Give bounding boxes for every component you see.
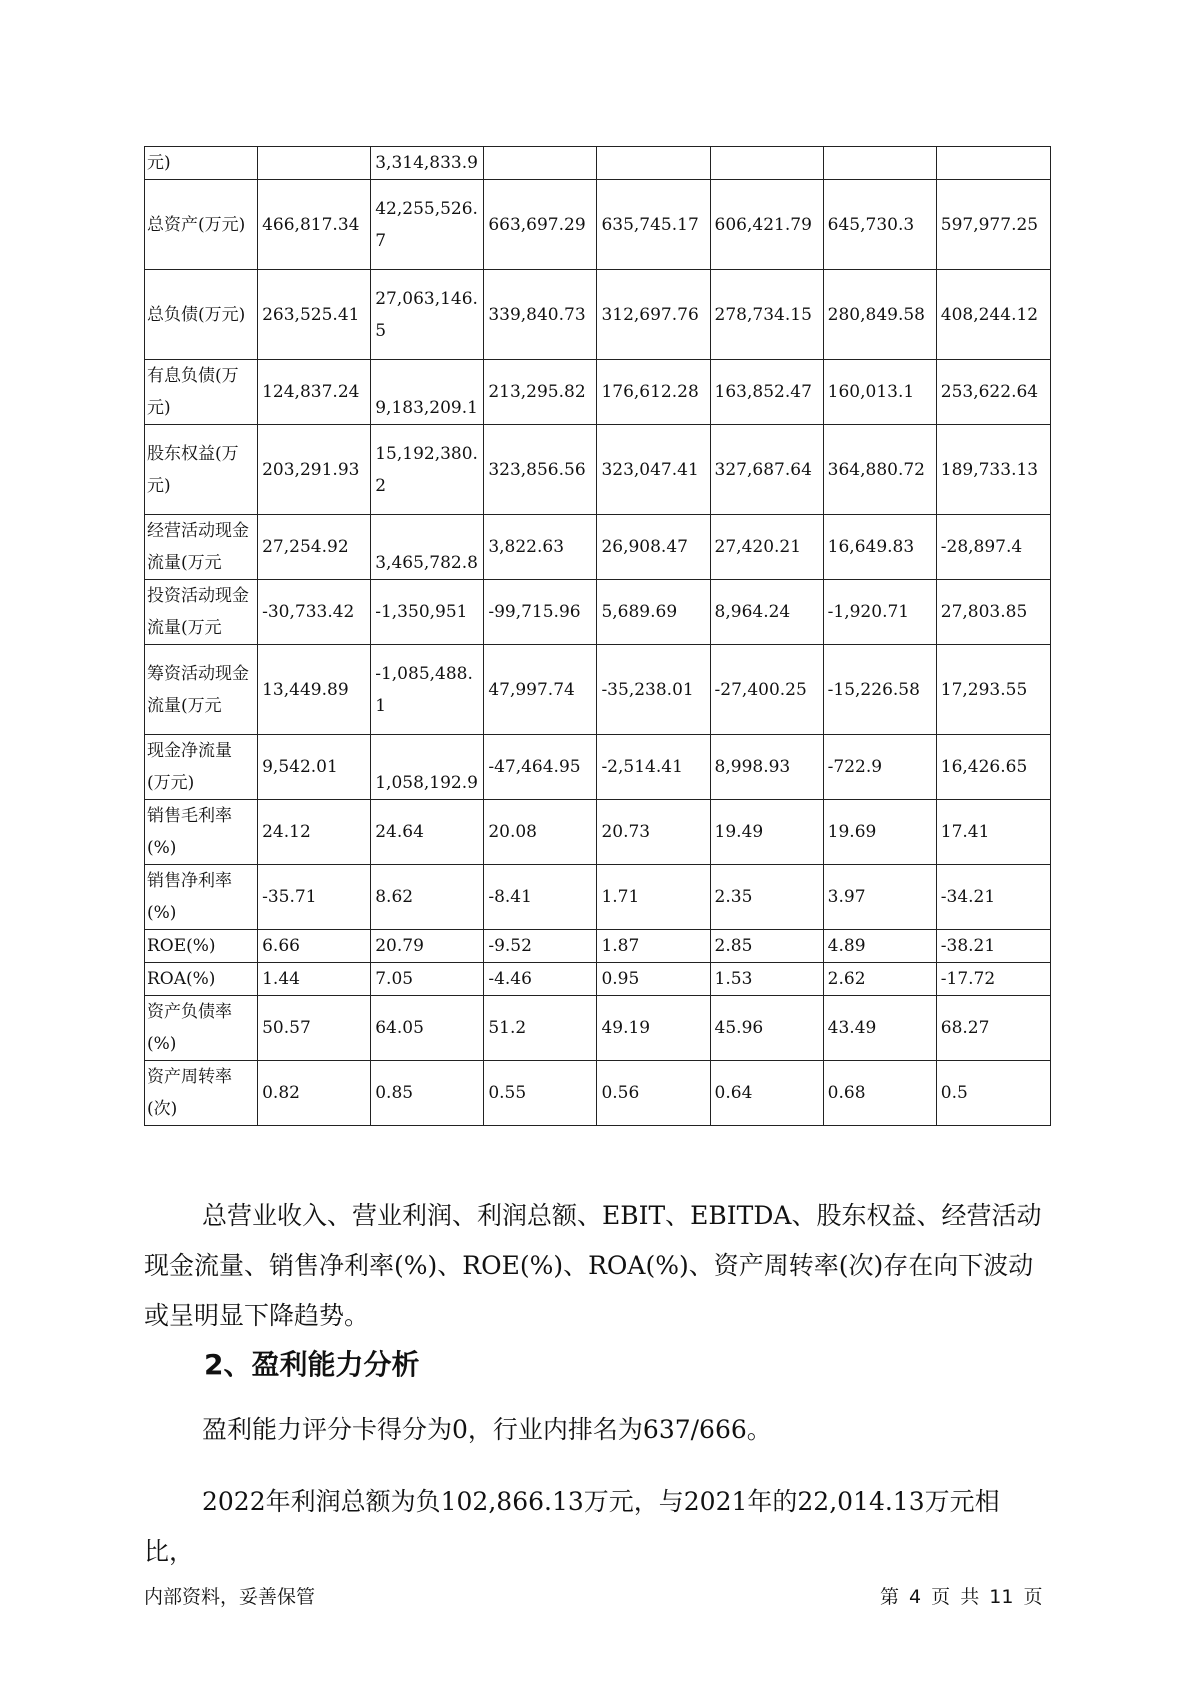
row-label: 筹资活动现金流量(万元 (145, 645, 258, 735)
table-cell: -1,920.71 (823, 580, 936, 645)
table-cell: 15,192,380.2 (371, 425, 484, 515)
table-cell: -27,400.25 (710, 645, 823, 735)
table-cell: 9,542.01 (258, 735, 371, 800)
table-cell (597, 147, 710, 180)
row-label: ROA(%) (145, 963, 258, 996)
table-row (145, 147, 1051, 180)
financial-indicators-table (144, 146, 1051, 1126)
table-cell: 160,013.1 (823, 360, 936, 425)
table-cell: 27,803.85 (936, 580, 1050, 645)
table-cell: 606,421.79 (710, 180, 823, 270)
table-cell: 3.97 (823, 865, 936, 930)
table-cell (258, 147, 371, 180)
score-text: 盈利能力评分卡得分为0，行业内排名为637/666。 (202, 1415, 772, 1444)
table-cell: 635,745.17 (597, 180, 710, 270)
trend-summary-paragraph (144, 1191, 1049, 1341)
table-cell: -8.41 (484, 865, 597, 930)
table-cell: 3,465,782.8 (371, 515, 484, 580)
table-cell: 1,058,192.9 (371, 735, 484, 800)
table-cell (936, 147, 1050, 180)
table-cell: -15,226.58 (823, 645, 936, 735)
table-cell (710, 147, 823, 180)
table-cell: 26,908.47 (597, 515, 710, 580)
table-cell: 1.87 (597, 930, 710, 963)
table-cell: 20.79 (371, 930, 484, 963)
trend-summary-text: 总营业收入、营业利润、利润总额、EBIT、EBITDA、股东权益、经营活动现金流量、销售净利率(%)、ROE(%)、ROA(%)、资产周转率(次)存在向下波动或呈明显下降趋势。 (144, 1201, 1042, 1330)
table-cell: 17,293.55 (936, 645, 1050, 735)
table-cell: 1.44 (258, 963, 371, 996)
table-cell: 16,426.65 (936, 735, 1050, 800)
row-label: 总负债(万元) (145, 270, 258, 360)
table-row (145, 645, 1051, 735)
table-cell: 20.08 (484, 800, 597, 865)
table-cell: -9.52 (484, 930, 597, 963)
table-cell: -17.72 (936, 963, 1050, 996)
table-cell: 327,687.64 (710, 425, 823, 515)
table-cell: 27,254.92 (258, 515, 371, 580)
table-cell: 124,837.24 (258, 360, 371, 425)
row-label: 股东权益(万元) (145, 425, 258, 515)
table-cell: 203,291.93 (258, 425, 371, 515)
row-label: 有息负债(万元) (145, 360, 258, 425)
table-body (145, 147, 1051, 1126)
table-cell: 27,420.21 (710, 515, 823, 580)
table-cell: 19.49 (710, 800, 823, 865)
table-cell: 597,977.25 (936, 180, 1050, 270)
table-cell: 64.05 (371, 996, 484, 1061)
table-cell (823, 147, 936, 180)
table-cell: -34.21 (936, 865, 1050, 930)
table-cell: 645,730.3 (823, 180, 936, 270)
table-cell: 9,183,209.1 (371, 360, 484, 425)
financial-table-container (144, 146, 1051, 1126)
table-cell: -2,514.41 (597, 735, 710, 800)
table-cell: 2.62 (823, 963, 936, 996)
table-cell: -30,733.42 (258, 580, 371, 645)
table-row (145, 963, 1051, 996)
table-cell: 43.49 (823, 996, 936, 1061)
table-cell: 3,822.63 (484, 515, 597, 580)
table-cell: 5,689.69 (597, 580, 710, 645)
table-cell: 8,964.24 (710, 580, 823, 645)
table-cell: 50.57 (258, 996, 371, 1061)
table-cell: 364,880.72 (823, 425, 936, 515)
table-cell: 0.64 (710, 1061, 823, 1126)
table-cell: 8,998.93 (710, 735, 823, 800)
table-cell: 176,612.28 (597, 360, 710, 425)
table-cell: 7.05 (371, 963, 484, 996)
row-label: 销售毛利率(%) (145, 800, 258, 865)
table-cell: -4.46 (484, 963, 597, 996)
table-cell: 263,525.41 (258, 270, 371, 360)
table-cell: 17.41 (936, 800, 1050, 865)
row-label: ROE(%) (145, 930, 258, 963)
table-row (145, 930, 1051, 963)
table-cell: 68.27 (936, 996, 1050, 1061)
table-cell: 2.35 (710, 865, 823, 930)
table-cell: -38.21 (936, 930, 1050, 963)
footer-page-number: 第 4 页 共 11 页 (880, 1586, 1043, 1608)
table-cell: 16,649.83 (823, 515, 936, 580)
table-cell: 189,733.13 (936, 425, 1050, 515)
table-cell: 0.82 (258, 1061, 371, 1126)
table-cell: 6.66 (258, 930, 371, 963)
table-row (145, 800, 1051, 865)
row-label: 资产负债率(%) (145, 996, 258, 1061)
table-cell: 663,697.29 (484, 180, 597, 270)
table-cell: -47,464.95 (484, 735, 597, 800)
table-cell: 466,817.34 (258, 180, 371, 270)
table-row (145, 1061, 1051, 1126)
table-cell: 8.62 (371, 865, 484, 930)
table-cell: 213,295.82 (484, 360, 597, 425)
table-cell: 0.55 (484, 1061, 597, 1126)
table-row (145, 996, 1051, 1061)
table-cell: 19.69 (823, 800, 936, 865)
score-paragraph (144, 1405, 1049, 1455)
table-cell: 323,856.56 (484, 425, 597, 515)
table-row (145, 580, 1051, 645)
section-heading-profitability: 2、盈利能力分析 (204, 1348, 420, 1381)
table-cell: -722.9 (823, 735, 936, 800)
table-row (145, 735, 1051, 800)
row-label: 销售净利率(%) (145, 865, 258, 930)
table-cell: -35,238.01 (597, 645, 710, 735)
table-cell: -99,715.96 (484, 580, 597, 645)
table-cell: 163,852.47 (710, 360, 823, 425)
table-cell: 1.71 (597, 865, 710, 930)
table-cell: 0.95 (597, 963, 710, 996)
table-cell: 278,734.15 (710, 270, 823, 360)
table-cell: 0.68 (823, 1061, 936, 1126)
table-cell: 0.5 (936, 1061, 1050, 1126)
table-cell: 408,244.12 (936, 270, 1050, 360)
row-label: 投资活动现金流量(万元 (145, 580, 258, 645)
table-row (145, 270, 1051, 360)
table-cell: -28,897.4 (936, 515, 1050, 580)
table-cell: 1.53 (710, 963, 823, 996)
table-row (145, 425, 1051, 515)
table-cell: 20.73 (597, 800, 710, 865)
profit-paragraph (144, 1477, 1049, 1577)
table-cell: 2.85 (710, 930, 823, 963)
table-cell: 3,314,833.9 (371, 147, 484, 180)
row-label: 现金净流量(万元) (145, 735, 258, 800)
table-cell: 0.85 (371, 1061, 484, 1126)
table-cell: -35.71 (258, 865, 371, 930)
table-cell: 24.12 (258, 800, 371, 865)
row-label: 元) (145, 147, 258, 180)
table-cell: 253,622.64 (936, 360, 1050, 425)
table-cell: 27,063,146.5 (371, 270, 484, 360)
table-cell: -1,085,488.1 (371, 645, 484, 735)
table-cell: 49.19 (597, 996, 710, 1061)
table-cell: 339,840.73 (484, 270, 597, 360)
table-cell: 323,047.41 (597, 425, 710, 515)
table-cell: 4.89 (823, 930, 936, 963)
table-cell: 280,849.58 (823, 270, 936, 360)
row-label: 资产周转率(次) (145, 1061, 258, 1126)
table-cell: -1,350,951 (371, 580, 484, 645)
table-row (145, 180, 1051, 270)
table-cell: 47,997.74 (484, 645, 597, 735)
table-cell: 24.64 (371, 800, 484, 865)
profit-text: 2022年利润总额为负102,866.13万元，与2021年的22,014.13万元相比， (144, 1487, 1000, 1566)
table-row (145, 515, 1051, 580)
table-row (145, 865, 1051, 930)
table-cell: 13,449.89 (258, 645, 371, 735)
table-cell: 0.56 (597, 1061, 710, 1126)
row-label: 经营活动现金流量(万元 (145, 515, 258, 580)
table-cell (484, 147, 597, 180)
table-cell: 42,255,526.7 (371, 180, 484, 270)
table-cell: 51.2 (484, 996, 597, 1061)
table-row (145, 360, 1051, 425)
table-cell: 312,697.76 (597, 270, 710, 360)
table-cell: 45.96 (710, 996, 823, 1061)
footer-confidential-note: 内部资料，妥善保管 (144, 1586, 316, 1608)
row-label: 总资产(万元) (145, 180, 258, 270)
